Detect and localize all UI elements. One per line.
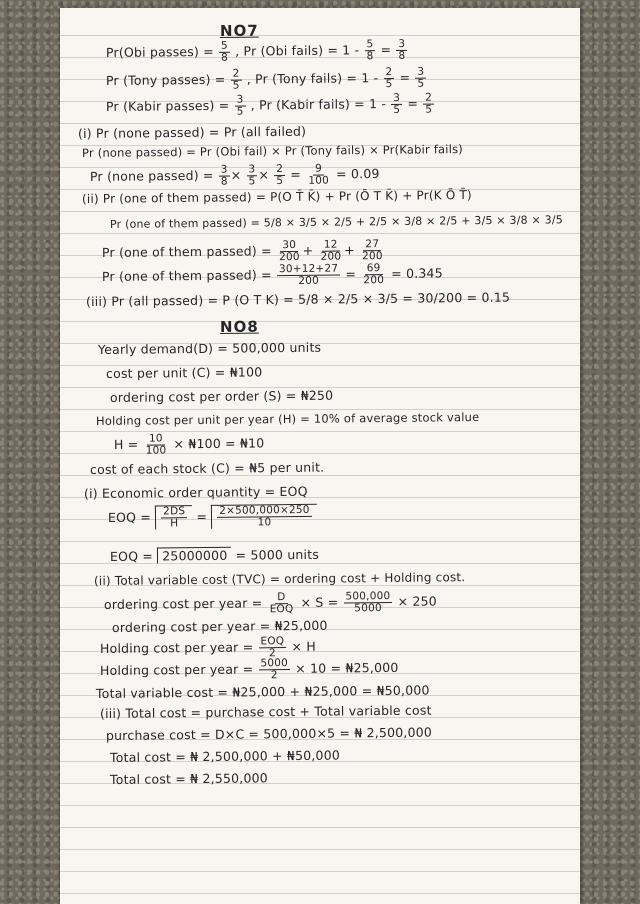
yearly-demand: Yearly demand(D) = 500,000 units	[97, 339, 322, 357]
ordering-cost: ordering cost per order (S) = ₦250	[109, 387, 334, 405]
prob-line-obi: Pr(Obi passes) = $\frac{5}{8}$ , Pr (Obi fails) = 1 - $\frac{5}{8}$ = $\frac{3}{8}$	[105, 37, 406, 64]
part-i-line-2: Pr (none passed) = Pr (Obi fail) × Pr (Tony fails) × Pr(Kabir fails)	[81, 142, 464, 160]
holding-cost: Holding cost per unit per year (H) = 10% of average stock value	[95, 409, 480, 428]
ordering-cost-year-value: ordering cost per year = ₦25,000	[111, 617, 328, 635]
cost-each-stock: cost of each stock (C) = ₦5 per unit.	[89, 459, 325, 477]
total-cost-sum: Total cost = ₦ 2,500,000 + ₦50,000	[109, 747, 341, 765]
part-ii-line-1: (ii) Pr (one of them passed) = P(O T̄ K̄) + Pr (Ō T K̄) + Pr(K Ō T̄)	[81, 187, 472, 206]
part-ii-line-4: Pr (one of them passed) = $\frac{30+12+27}{200}$ = $\frac{69}{200}$ = 0.345	[101, 262, 443, 287]
prob-line-tony: Pr (Tony passes) = $\frac{2}{5}$ , Pr (Tony fails) = 1 - $\frac{2}{5}$ = $\frac{3}{5}$	[105, 65, 425, 92]
prob-line-kabir: Pr (Kabir passes) = $\frac{3}{5}$ , Pr (Kabir fails) = 1 - $\frac{3}{5}$ = $\frac{2}{5}$	[105, 91, 433, 118]
ordering-cost-year: ordering cost per year = $\frac{D}{\text{EOQ}}$ × S = $\frac{500,000}{5000}$ × 250	[103, 590, 437, 616]
holding-cost-year-value: Holding cost per year = $\frac{5000}{2}$ × 10 = ₦25,000	[99, 657, 399, 682]
tvc-title: (ii) Total variable cost (TVC) = ordering cost + Holding cost.	[93, 570, 466, 588]
total-variable-cost: Total variable cost = ₦25,000 + ₦25,000 = ₦50,000	[95, 682, 430, 701]
part-ii-line-2: Pr (one of them passed) = 5/8 × 3/5 × 2/5 + 2/5 × 3/8 × 2/5 + 3/5 × 3/8 × 3/5	[109, 213, 563, 231]
part-iii-line: (iii) Pr (all passed) = P (O T K) = 5/8 × 2/5 × 3/5 = 30/200 = 0.15	[85, 289, 511, 309]
eoq-title: (i) Economic order quantity = EOQ	[83, 483, 308, 501]
heading-no8: NO8	[219, 317, 259, 336]
part-ii-line-3: Pr (one of them passed) = $\frac{30}{200}$ + $\frac{12}{200}$ + $\frac{27}{200}$	[101, 238, 383, 264]
notebook-page	[60, 8, 580, 904]
total-cost-title: (iii) Total cost = purchase cost + Total variable cost	[99, 702, 432, 721]
holding-cost-calc: H = $\frac{10}{100}$ × ₦100 = ₦10	[113, 432, 265, 457]
holding-cost-year: Holding cost per year = $\frac{\text{EOQ}}{2}$ × H	[99, 635, 316, 660]
heading-no7: NO7	[219, 21, 259, 40]
eoq-formula: EOQ = $\frac{2DS}{H}$ = $\frac{2\times 500,000\times 250}{10}$	[108, 504, 317, 530]
eoq-result: EOQ = 25000000 = 5000 units	[109, 546, 320, 564]
total-cost-final: Total cost = ₦ 2,550,000	[109, 770, 268, 787]
purchase-cost: purchase cost = D×C = 500,000×5 = ₦ 2,500,000	[105, 724, 433, 743]
cost-per-unit: cost per unit (C) = ₦100	[105, 364, 263, 381]
part-i-line-3: Pr (none passed) = $\frac{3}{8}$ × $\frac{3}{5}$ × $\frac{2}{5}$ = $\frac{9}{100}$ = 0.09	[89, 162, 380, 188]
part-i-line-1: (i) Pr (none passed) = Pr (all failed)	[77, 123, 307, 141]
